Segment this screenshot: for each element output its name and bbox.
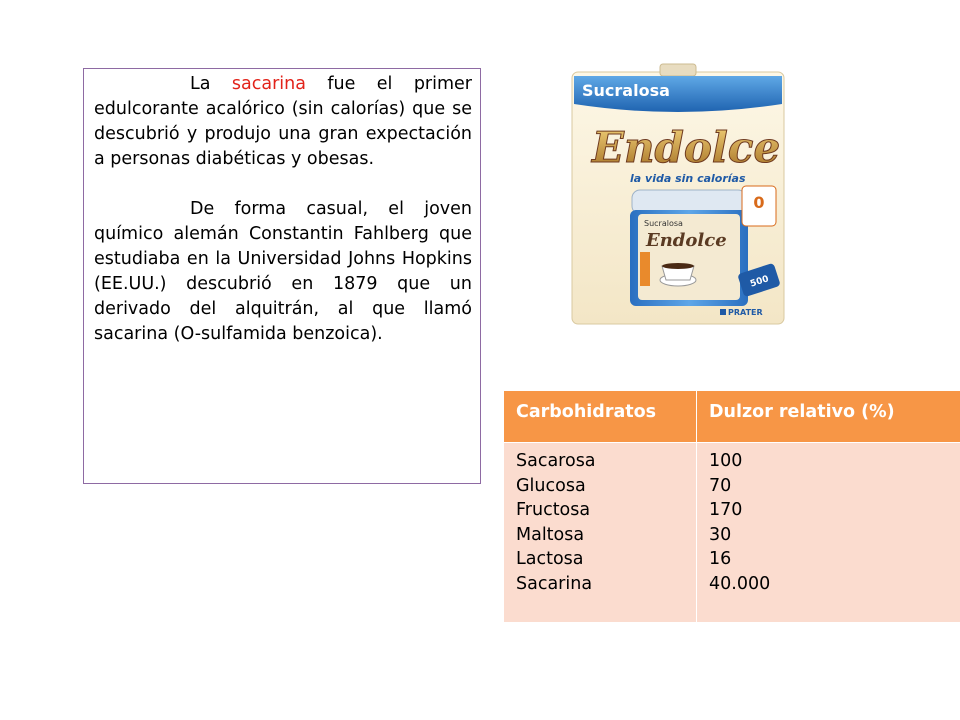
header-dulzor-relativo: Dulzor relativo (%): [697, 391, 960, 443]
cell-value: 40.000: [709, 573, 771, 594]
badge-text: 0: [753, 193, 765, 212]
box-label: Sucralosa: [644, 219, 683, 228]
highlight-sacarina: sacarina: [231, 74, 306, 94]
count-text: 500: [749, 274, 771, 290]
sweetness-values: [697, 443, 960, 623]
paragraph-2: De forma casual, el joven químico alemán Constantin Fahlberg que estudiaba en la Universidad Johns Hopkins (EE.UU.) descubrió en 1879 que un derivado del alquitrán, al que llamó sacarina (O-sulfamida benzoica).: [94, 199, 472, 344]
table-row: [504, 443, 960, 623]
cell-name: Sacarosa: [516, 451, 596, 471]
cell-name: Sacarina: [516, 573, 593, 594]
cell-value: 70: [709, 475, 732, 496]
cell-value: 30: [709, 524, 732, 545]
cell-name: Lactosa: [516, 549, 584, 569]
hang-tab: [660, 64, 696, 76]
cell-value: 16: [709, 549, 732, 569]
paragraph-1: La sacarina fue el primer edulcorante acalórico (sin calorías) que se descubrió y produjo una gran expectación a personas diabéticas y obesas.: [94, 74, 472, 169]
table-header-row: [504, 391, 960, 443]
maker-logo: PRATER: [728, 308, 763, 317]
cell-value: 100: [709, 451, 743, 471]
cell-name: Glucosa: [516, 475, 586, 496]
cell-name: Maltosa: [516, 524, 585, 545]
header-label: Sucralosa: [582, 81, 670, 100]
tagline: la vida sin calorías: [630, 172, 746, 185]
box-brand: Endolce: [646, 230, 727, 251]
brand-logo: Endolce: [592, 123, 781, 172]
product-image: [570, 62, 788, 328]
text-box: [83, 68, 481, 484]
maker-logo-mark: [720, 309, 726, 315]
side-strip: [640, 252, 650, 286]
cell-name: Fructosa: [516, 500, 591, 520]
header-carbohidratos: Carbohidratos: [504, 391, 697, 443]
sweetness-table: [503, 390, 960, 623]
carbohydrate-names: [504, 443, 697, 623]
cell-value: 170: [709, 500, 743, 520]
